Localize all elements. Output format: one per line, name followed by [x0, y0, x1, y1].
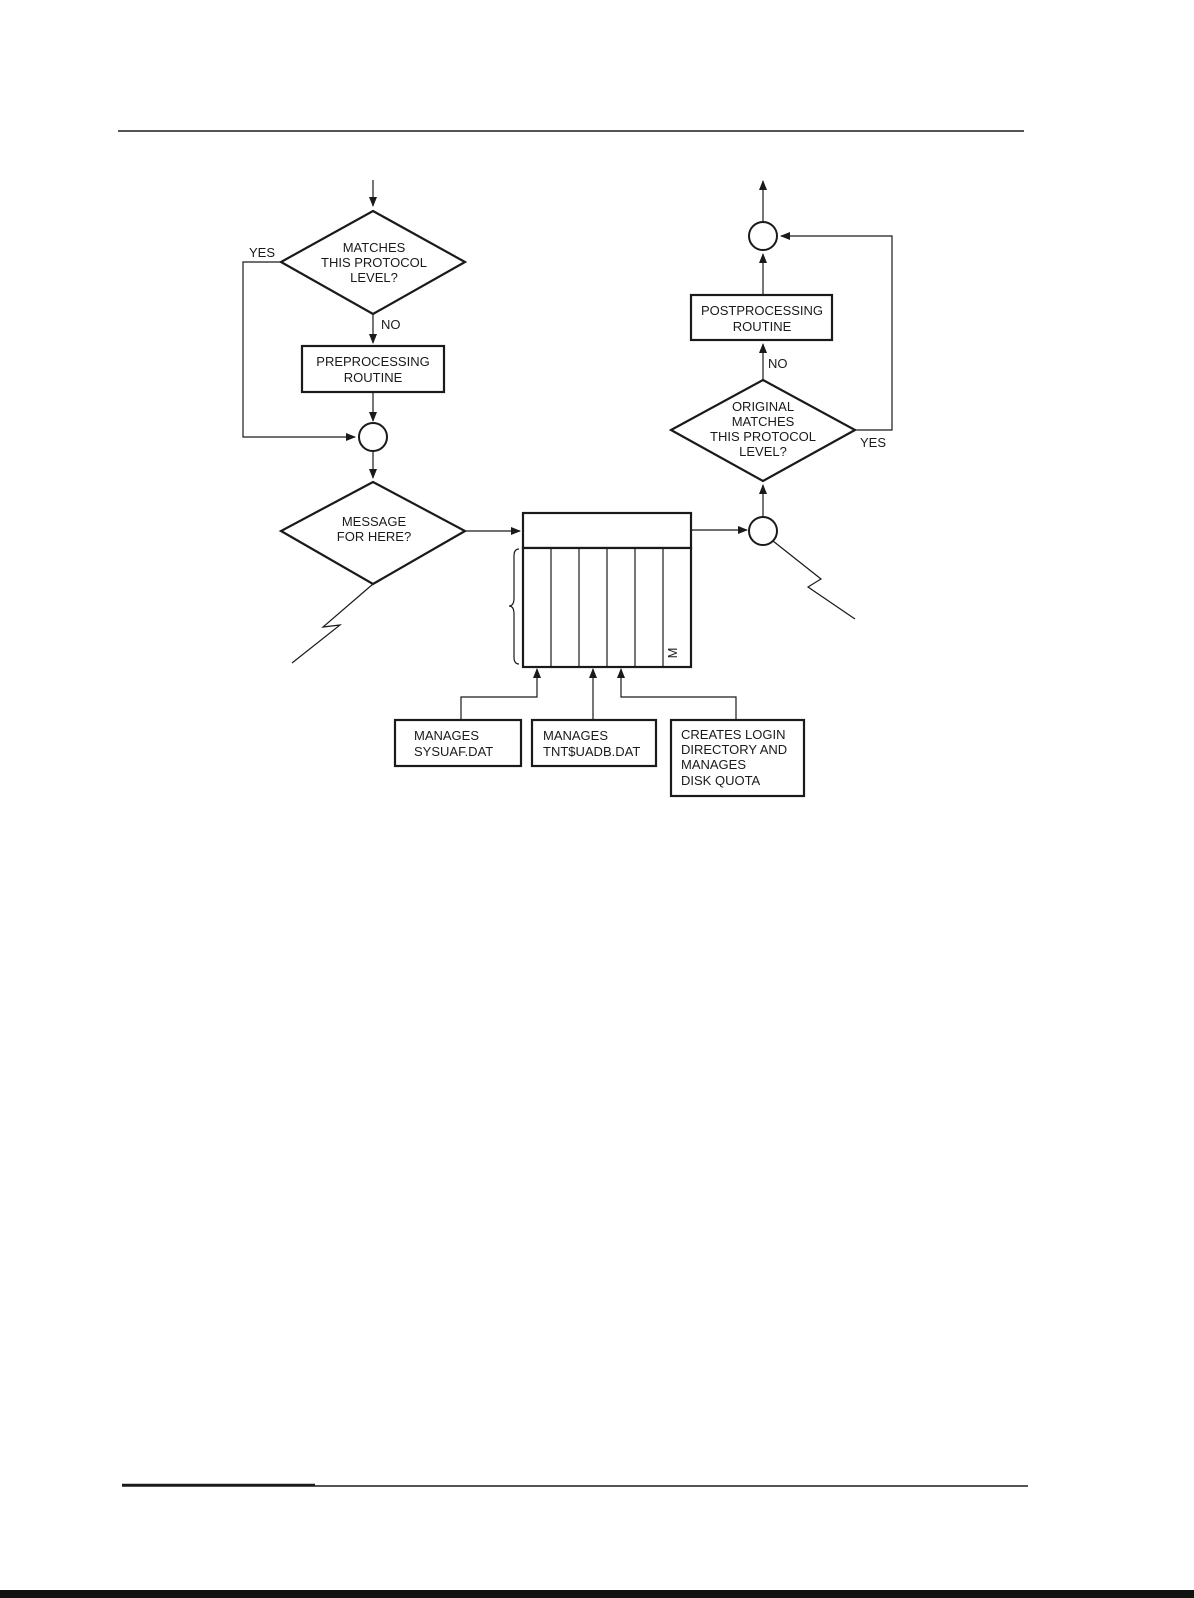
decision-matches-level-line-3: LEVEL? [350, 270, 398, 285]
sysuaf-line-2: SYSUAF.DAT [414, 744, 494, 759]
postprocessing-line-2: ROUTINE [732, 319, 792, 334]
sysuaf-box [395, 720, 521, 766]
yes-label-left: YES [249, 245, 276, 260]
decision-original-line-3: THIS PROTOCOL [710, 429, 816, 444]
login-line-2: DIRECTORY AND [681, 742, 788, 757]
postprocessing-line-1: POSTPROCESSING [700, 303, 824, 318]
preprocessing-line-1: PREPROCESSING [316, 354, 430, 369]
sysuaf-line-1: MANAGES [414, 728, 480, 743]
table-letter-m: M [665, 647, 680, 659]
tntuadb-line-1: MANAGES [543, 728, 609, 743]
login-line-3: MANAGES [681, 757, 747, 772]
tntuadb-line-2: TNT$UADB.DAT [543, 744, 641, 759]
decision-matches-level-line-1: MATCHES [342, 240, 406, 255]
decision-message-line-1: MESSAGE [341, 514, 407, 529]
login-to-table [621, 669, 736, 720]
decision-original-line-1: ORIGINAL [731, 399, 795, 414]
login-line-1: CREATES LOGIN [681, 727, 786, 742]
page-bottom-edge [0, 1590, 1194, 1598]
preprocessing-line-2: ROUTINE [343, 370, 403, 385]
connector-right-upper [749, 222, 777, 250]
sysuaf-to-table [461, 669, 537, 720]
no-label-right: NO [768, 356, 788, 371]
tntuadb-box [532, 720, 656, 766]
preprocessing-routine-box [302, 346, 444, 392]
yes-label-right: YES [860, 435, 887, 450]
connector-left [359, 423, 387, 451]
connector-right-lower [749, 517, 777, 545]
decision-message-line-2: FOR HERE? [336, 529, 412, 544]
login-line-4: DISK QUOTA [681, 773, 761, 788]
decision-original-line-2: MATCHES [731, 414, 795, 429]
lightning-left [292, 584, 373, 663]
decision-matches-level-line-2: THIS PROTOCOL [321, 255, 427, 270]
table-brace [509, 549, 519, 664]
lightning-right [773, 541, 855, 619]
decision-original-line-4: LEVEL? [739, 444, 787, 459]
table-header-box [523, 513, 691, 548]
no-label-left: NO [381, 317, 401, 332]
